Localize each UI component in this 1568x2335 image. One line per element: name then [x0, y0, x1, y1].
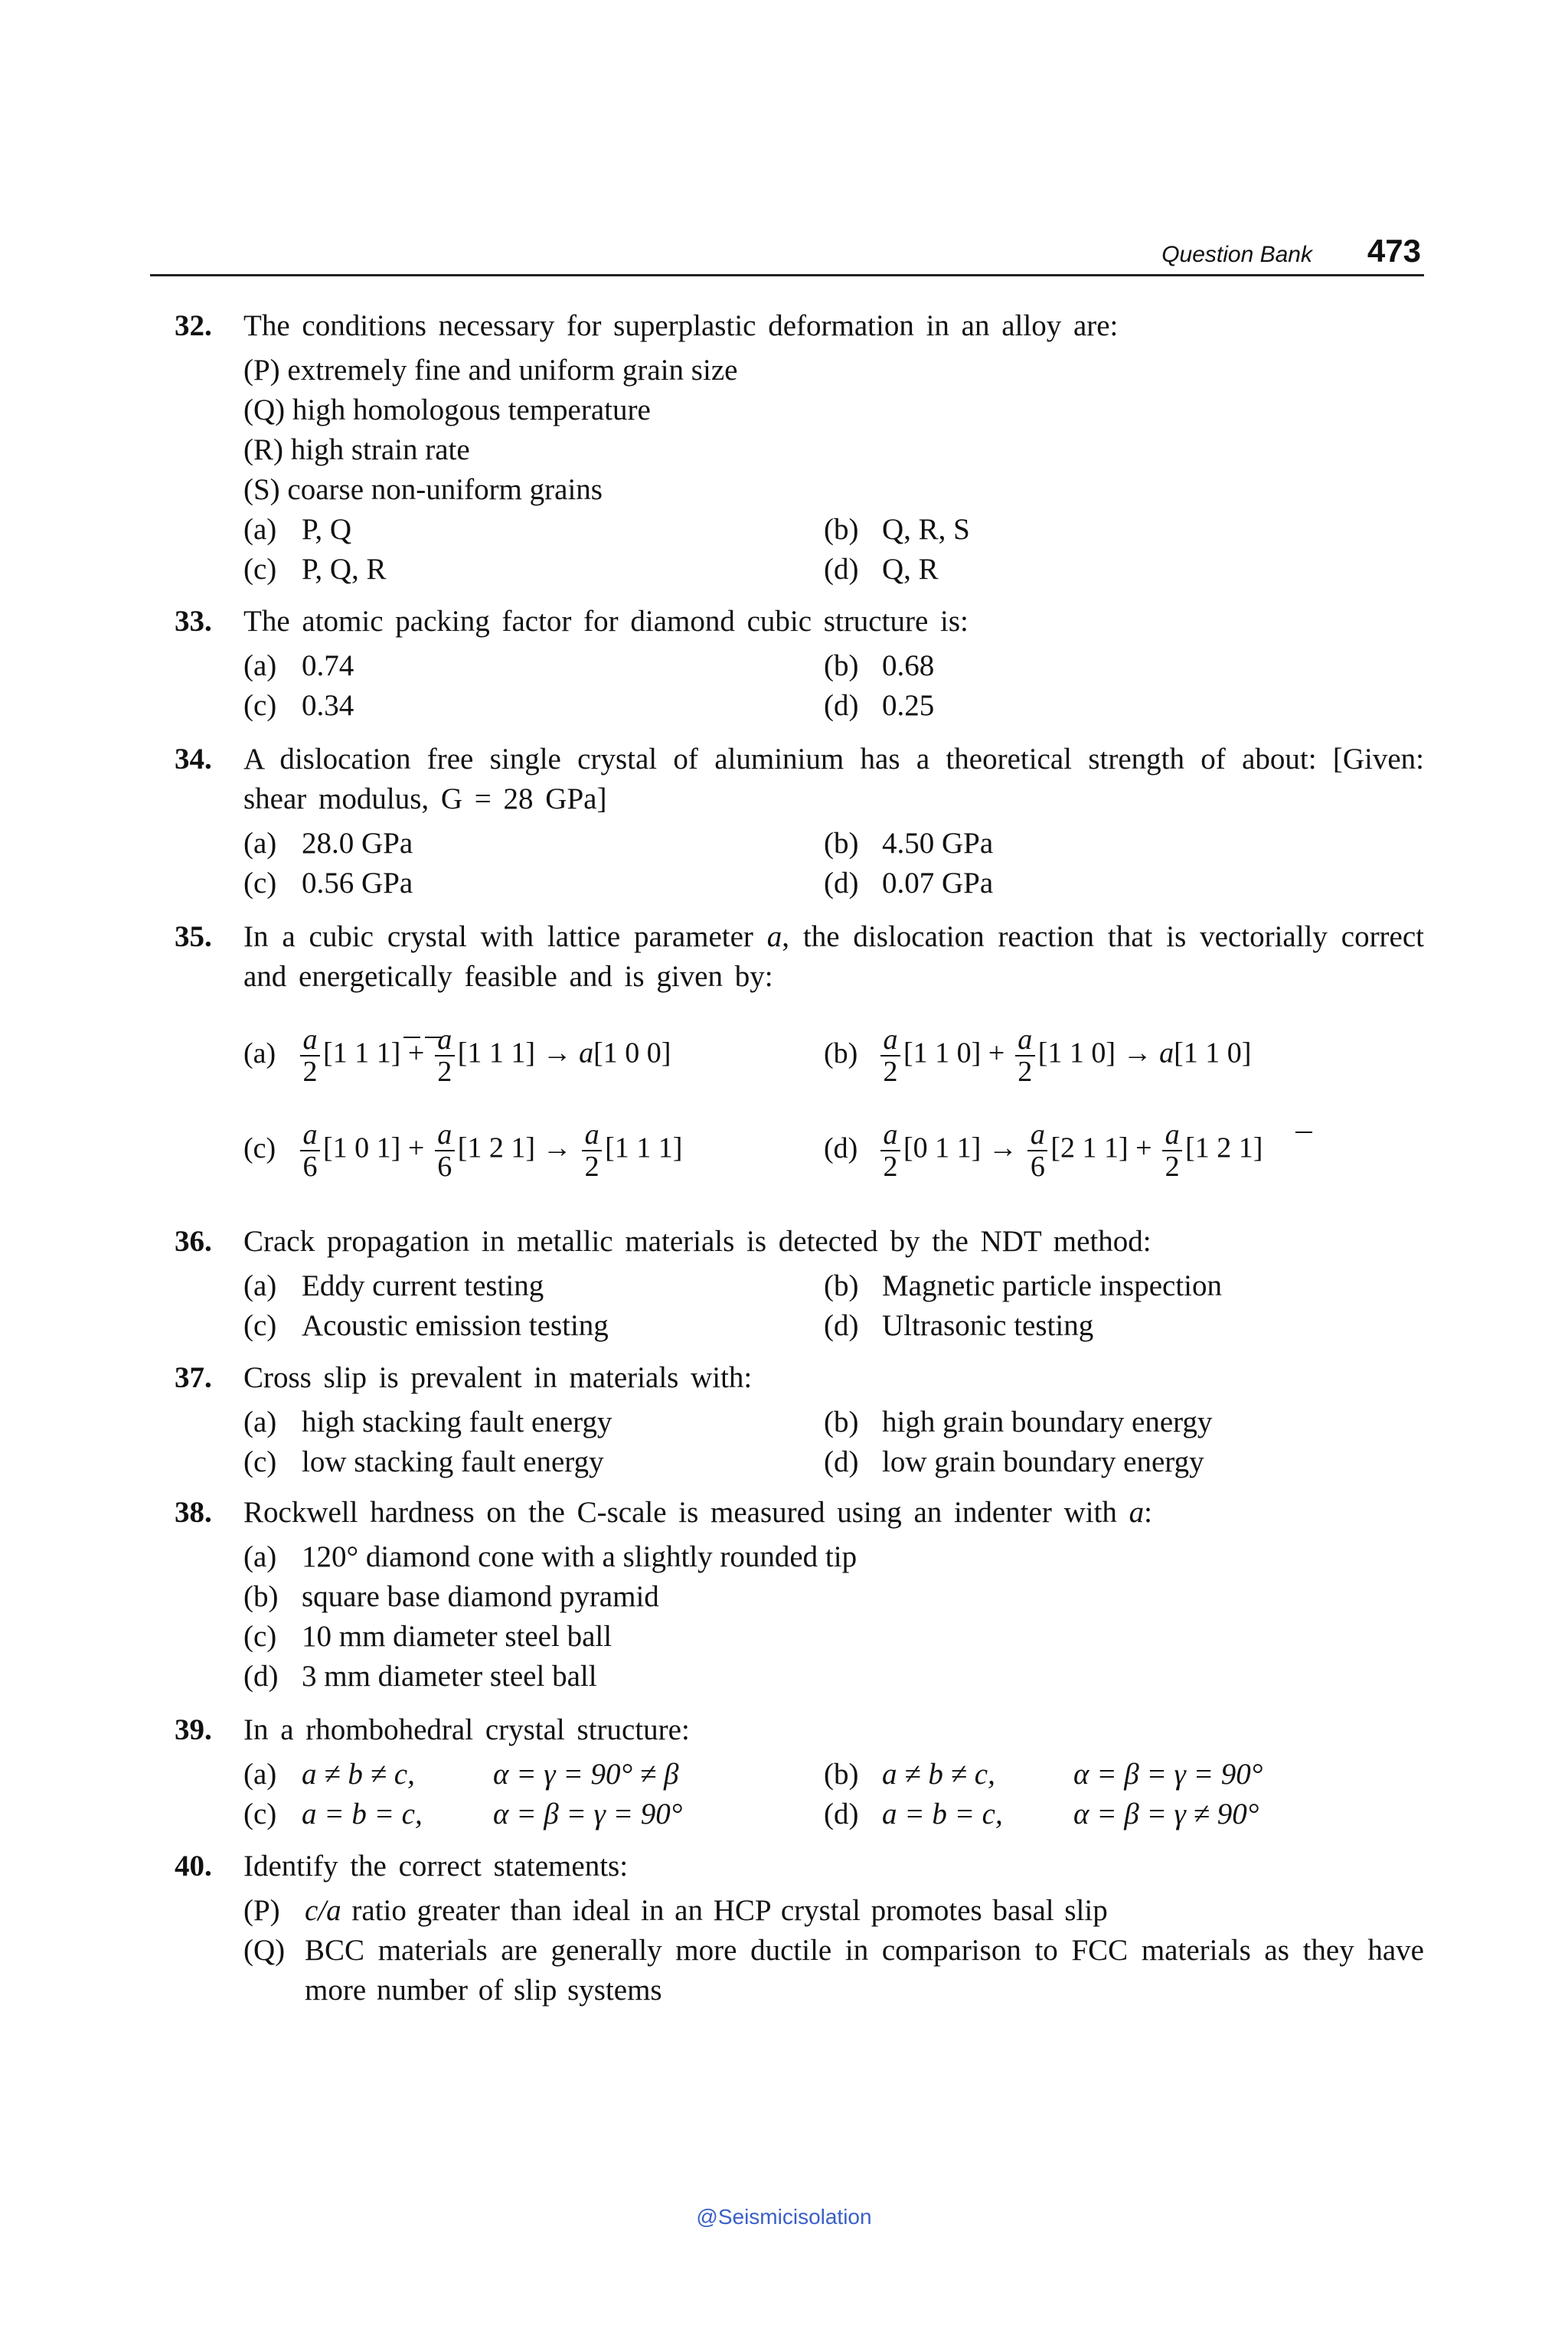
option-c: (c) Acoustic emission testing [243, 1309, 609, 1342]
option-d: (d) 0.25 [824, 689, 935, 722]
option-d: (d) $\frac{a}{2}$ [0 1 1] → $\frac{a}{6}$ [2 1 1] + $\frac{a}{2}$ [1 2 1] [824, 1119, 1263, 1182]
option-c: (c) 10 mm diameter steel ball [243, 1620, 612, 1653]
option-a: (a) a ≠ b ≠ c, α = γ = 90° ≠ β [243, 1758, 679, 1791]
option-b: (b) high grain boundary energy [824, 1406, 1213, 1439]
option-c: (c) $\frac{a}{6}$ [1 0 1] + $\frac{a}{6}$ [1 2 1] → $\frac{a}{2}$ [1 1 1] [243, 1119, 683, 1183]
statement: (P) extremely fine and uniform grain size [243, 354, 738, 387]
question-number: 35. [175, 920, 212, 953]
question-text: Identify the correct statements: [243, 1850, 629, 1883]
option-c: (c) 0.56 GPa [243, 867, 413, 900]
option-a: (a) 120° diamond cone with a slightly rounded tip [243, 1540, 858, 1573]
option-d: (d) Q, R [824, 553, 939, 586]
question-text: In a cubic crystal with lattice parameter a, the dislocation reaction that is vectorially correct and energetically feasible and is given by: [243, 920, 1424, 993]
question-text: Rockwell hardness on the C-scale is measured using an indenter with a: [243, 1496, 1152, 1529]
option-a: (a) 28.0 GPa [243, 827, 413, 860]
question-text: In a rhombohedral crystal structure: [243, 1713, 690, 1746]
statement: (R) high strain rate [243, 433, 470, 466]
option-d: (d) Ultrasonic testing [824, 1309, 1094, 1342]
option-c: (c) a = b = c, α = β = γ = 90° [243, 1798, 683, 1830]
question-number: 37. [175, 1361, 212, 1394]
question-text: A dislocation free single crystal of aluminium has a theoretical strength of about: [Given: shear modulus, G = 28 GPa] [243, 743, 1424, 815]
option-d: (d) low grain boundary energy [824, 1445, 1204, 1478]
question-number: 32. [175, 309, 212, 342]
option-a: (a) high stacking fault energy [243, 1406, 612, 1439]
question-number: 39. [175, 1713, 212, 1746]
option-d: (d) a = b = c, α = β = γ ≠ 90° [824, 1798, 1259, 1830]
running-title: Question Bank [1161, 242, 1312, 267]
option-a: (a) 0.74 [243, 649, 354, 682]
question-number: 40. [175, 1850, 212, 1883]
question-text: Crack propagation in metallic materials is detected by the NDT method: [243, 1225, 1152, 1258]
question-number: 38. [175, 1496, 212, 1529]
page-header [150, 230, 1424, 276]
option-a: (a) P, Q [243, 513, 352, 546]
question-number: 33. [175, 605, 212, 638]
question-text: Cross slip is prevalent in materials with: [243, 1361, 753, 1394]
question-number: 36. [175, 1225, 212, 1258]
option-b: (b) Q, R, S [824, 513, 970, 546]
option-b: (b) 0.68 [824, 649, 935, 682]
question-text: The conditions necessary for superplastic deformation in an alloy are: [243, 309, 1119, 342]
option-b: (b) a ≠ b ≠ c, α = β = γ = 90° [824, 1758, 1263, 1791]
option-b: (b) square base diamond pyramid [243, 1580, 659, 1613]
question-number: 34. [175, 743, 212, 776]
option-d: (d) 3 mm diameter steel ball [243, 1660, 597, 1693]
option-c: (c) low stacking fault energy [243, 1445, 604, 1478]
page-number: 473 [1367, 233, 1421, 269]
option-b: (b) 4.50 GPa [824, 827, 994, 860]
option-c: (c) 0.34 [243, 689, 354, 722]
option-b: (b) $\frac{a}{2}$ [1 1 0] + $\frac{a}{2}$ [1 1 0] → a[1 1 0] [824, 1024, 1252, 1088]
option-a: (a) $\frac{a}{2}$ [1 1 1] + $\frac{a}{2}$ [1 1 1] → a[1 0 0] [243, 1024, 671, 1088]
option-b: (b) Magnetic particle inspection [824, 1269, 1223, 1302]
option-c: (c) P, Q, R [243, 553, 387, 586]
question-text: The atomic packing factor for diamond cubic structure is: [243, 605, 969, 638]
statement: (Q) high homologous temperature [243, 394, 651, 426]
option-d: (d) 0.07 GPa [824, 867, 994, 900]
option-a: (a) Eddy current testing [243, 1269, 544, 1302]
statement: (S) coarse non-uniform grains [243, 473, 603, 506]
watermark: @Seismicisolation [696, 2205, 872, 2229]
